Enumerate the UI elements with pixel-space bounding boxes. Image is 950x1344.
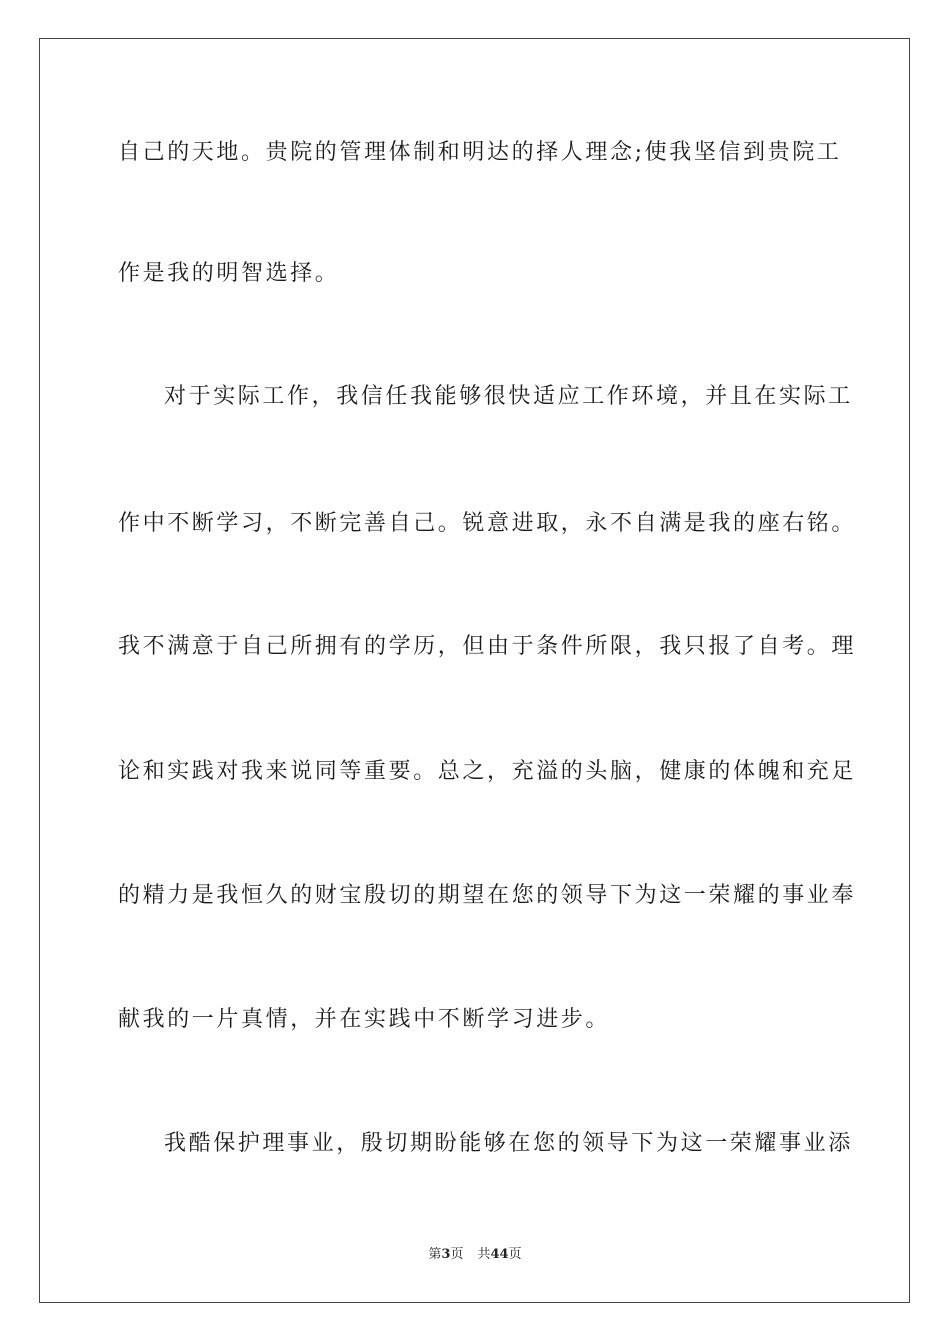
text-line: 自己的天地。贵院的管理体制和明达的择人理念;使我坚信到贵院工 bbox=[118, 140, 842, 165]
total-suffix: 页 bbox=[508, 1247, 522, 1262]
page-current: 3 bbox=[441, 1247, 451, 1262]
page-suffix: 页 bbox=[450, 1247, 464, 1262]
text-line: 论和实践对我来说同等重要。总之，充溢的头脑，健康的体魄和充足 bbox=[118, 759, 857, 784]
text-line: 作中不断学习，不断完善自己。锐意进取，永不自满是我的座右铭。 bbox=[118, 511, 857, 536]
text-line: 我酷保护理事业，殷切期盼能够在您的领导下为这一荣耀事业添 bbox=[164, 1131, 853, 1156]
page-border bbox=[39, 38, 910, 1303]
page-footer bbox=[0, 1246, 950, 1264]
text-line: 对于实际工作，我信任我能够很快适应工作环境，并且在实际工 bbox=[164, 384, 853, 409]
total-prefix: 共 bbox=[477, 1247, 491, 1262]
text-line: 我不满意于自己所拥有的学历，但由于条件所限，我只报了自考。理 bbox=[118, 634, 857, 659]
text-line: 的精力是我恒久的财宝殷切的期望在您的领导下为这一荣耀的事业奉 bbox=[118, 883, 857, 908]
text-line: 献我的一片真情，并在实践中不断学习进步。 bbox=[118, 1007, 611, 1032]
page-total: 44 bbox=[490, 1247, 509, 1262]
page-prefix: 第 bbox=[428, 1247, 442, 1262]
text-line: 作是我的明智选择。 bbox=[118, 261, 340, 286]
